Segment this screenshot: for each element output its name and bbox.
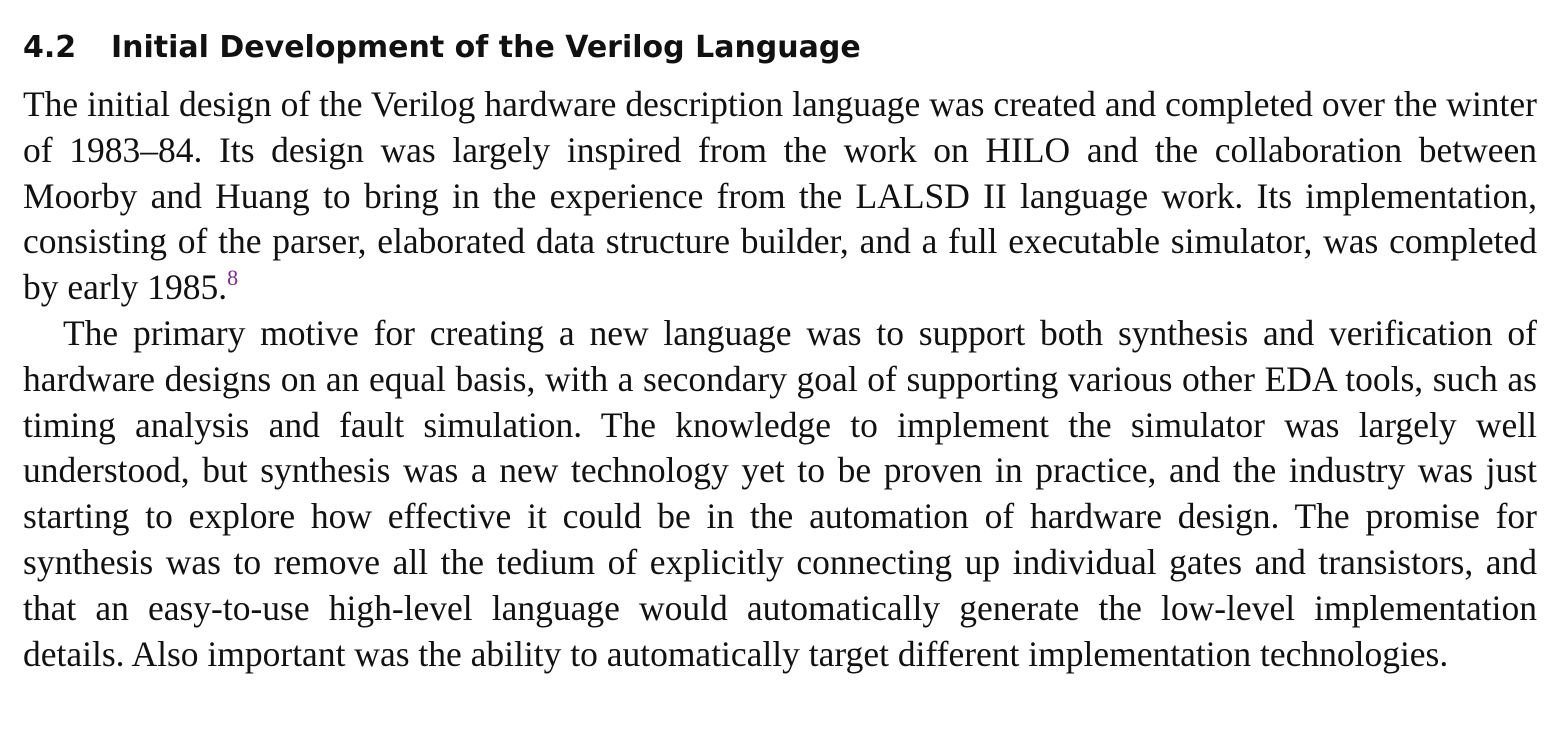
section-number: 4.2 [23, 30, 77, 65]
paragraph-1-text: The initial design of the Verilog hardware description language was created and completed over the winter of 1983–84. Its design was largely inspired from the work on HILO and the collaboration between Moorby and Huang to bring in the experience from the LALSD II language work. Its implementation, consisting of the parser, elaborated data structure builder, and a full executable simulator, was completed by early 1985. [23, 84, 1537, 308]
footnote-link[interactable]: 8 [227, 265, 239, 291]
paragraph-2 [23, 311, 1537, 677]
section-heading [23, 26, 1537, 70]
document-page [23, 26, 1537, 677]
paragraph-1 [23, 82, 1537, 311]
section-title: Initial Development of the Verilog Language [111, 30, 861, 65]
paragraph-2-text: The primary motive for creating a new language was to support both synthesis and verification of hardware designs on an equal basis, with a secondary goal of supporting various other EDA tools, such as timing analysis and fault simulation. The knowledge to implement the simulator was largely well understood, but synthesis was a new technology yet to be proven in practice, and the industry was just starting to explore how effective it could be in the automation of hardware design. The promise for synthesis was to remove all the tedium of explicitly connecting up individual gates and transistors, and that an easy-to-use high-level language would automatically generate the low-level implementation details. Also important was the ability to automatically target different implementation technologies. [23, 312, 1537, 674]
